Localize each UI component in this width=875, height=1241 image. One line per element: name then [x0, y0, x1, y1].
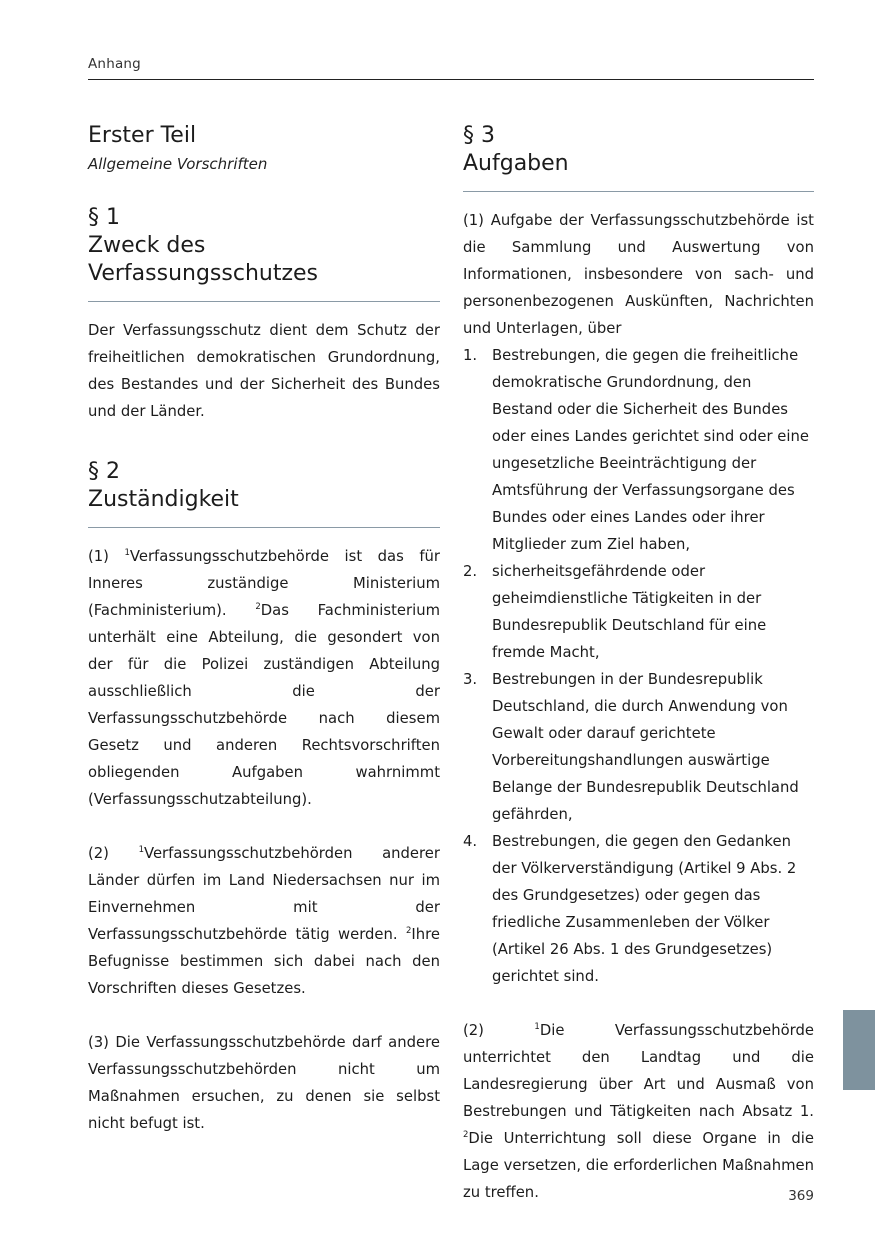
section-3-rule	[463, 191, 814, 192]
sentence-marker: 1	[534, 1022, 540, 1032]
sentence-marker: 1	[138, 845, 144, 855]
list-item	[463, 828, 814, 990]
part-subtitle: Allgemeine Vorschriften	[88, 155, 268, 173]
chapter-tab-marker	[843, 1010, 875, 1090]
list-item	[463, 558, 814, 666]
section-1-title: Zweck des Verfassungsschutzes	[88, 233, 319, 286]
section-2-paragraph-2	[88, 840, 440, 1002]
list-item-number: 2.	[463, 563, 478, 580]
section-3	[463, 122, 814, 1206]
list-item-text: Bestrebungen, die gegen den Gedanken der Völkerverständigung (Artikel 9 Abs. 2 des Grundgesetzes) oder gegen das friedliche Zusammenleben der Völker (Artikel 26 Abs. 1 des Grundgesetzes) gerichtet sind.	[492, 833, 797, 985]
list-item-text: sicherheitsgefährdende oder geheimdienstliche Tätigkeiten in der Bundesrepublik Deutschland für eine fremde Macht,	[492, 563, 767, 661]
sentence: Verfassungsschutzbehörden anderer Länder dürfen im Land Niedersachsen nur im Einvernehmen mit der Verfassungsschutzbehörde tätig werden.	[88, 845, 440, 943]
section-3-title: Aufgaben	[463, 151, 569, 176]
section-3-number: § 3	[463, 123, 495, 148]
sentence-marker: 2	[255, 602, 261, 612]
right-column	[463, 122, 814, 1206]
paragraph-lead: (2)	[463, 1022, 535, 1039]
page-number: 369	[788, 1188, 814, 1204]
list-item-text: Bestrebungen in der Bundesrepublik Deutschland, die durch Anwendung von Gewalt oder darauf gerichtete Vorbereitungshandlungen auswärtige Belange der Bundesrepublik Deutschland gefährden,	[492, 671, 799, 823]
part-title: Erster Teil	[88, 123, 197, 148]
left-column	[88, 122, 440, 1137]
paragraph-lead: (2)	[88, 845, 139, 862]
section-1-text: Der Verfassungsschutz dient dem Schutz der freiheitlichen demokratischen Grundordnung, des Bestandes und der Sicherheit des Bundes und der Länder.	[88, 322, 440, 420]
section-1-rule	[88, 301, 440, 302]
list-item	[463, 666, 814, 828]
sentence-marker: 1	[124, 548, 130, 558]
section-2	[88, 458, 440, 1137]
list-item-number: 1.	[463, 347, 478, 364]
section-2-number: § 2	[88, 459, 120, 484]
section-3-enumeration	[463, 342, 814, 990]
list-item-text: Bestrebungen, die gegen die freiheitliche demokratische Grundordnung, den Bestand oder die Sicherheit des Bundes oder eines Landes gerichtet sind oder eine ungesetzliche Beeinträchtigung der Amtsführung der Verfassungsorgane des Bundes oder eines Landes oder ihrer Mitglieder zum Ziel haben,	[492, 347, 809, 553]
list-item	[463, 342, 814, 558]
sentence: Ihre Befugnisse bestimmen sich dabei nach den Vorschriften dieses Gesetzes.	[88, 926, 440, 997]
section-1	[88, 204, 440, 425]
section-3-paragraph-1-intro: (1) Aufgabe der Verfassungsschutzbehörde ist die Sammlung und Auswertung von Informationen, insbesondere von sach- und personenbezogenen Auskünften, Nachrichten und Unterlagen, über	[463, 212, 814, 337]
paragraph-lead: (1)	[88, 548, 125, 565]
section-3-paragraph-2	[463, 1017, 814, 1206]
sentence-marker: 2	[463, 1130, 469, 1140]
sentence: Verfassungsschutzbehörde ist das für Inneres zuständige Ministerium (Fachministerium).	[88, 548, 440, 619]
section-2-title: Zuständigkeit	[88, 487, 239, 512]
section-1-number: § 1	[88, 205, 120, 230]
section-2-paragraph-3: (3) Die Verfassungsschutzbehörde darf andere Verfassungsschutzbehörden nicht um Maßnahmen ersuchen, zu denen sie selbst nicht befugt ist.	[88, 1034, 440, 1132]
header-rule	[88, 79, 814, 80]
sentence: Die Unterrichtung soll diese Organe in die Lage versetzen, die erforderlichen Maßnahmen zu treffen.	[463, 1130, 814, 1201]
section-2-paragraph-1	[88, 543, 440, 813]
running-head: Anhang	[88, 56, 141, 72]
section-2-rule	[88, 527, 440, 528]
list-item-number: 3.	[463, 671, 478, 688]
sentence: Die Verfassungsschutzbehörde unterrichtet den Landtag und die Landesregierung über Art und Ausmaß von Bestrebungen und Tätigkeiten nach Absatz 1.	[463, 1022, 814, 1120]
sentence-marker: 2	[405, 926, 412, 936]
list-item-number: 4.	[463, 833, 478, 850]
sentence: Das Fachministerium unterhält eine Abteilung, die gesondert von der für die Polizei zuständigen Abteilung ausschließlich die der Verfassungsschutzbehörde nach diesem Gesetz und anderen Rechtsvorschriften obliegenden Aufgaben wahrnimmt (Verfassungsschutzabteilung).	[88, 602, 440, 808]
